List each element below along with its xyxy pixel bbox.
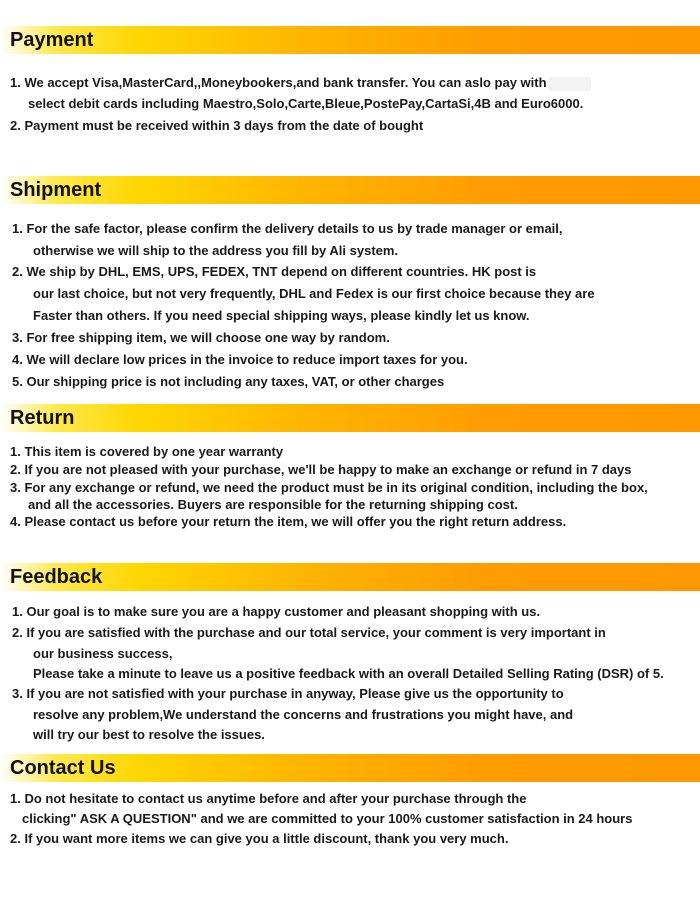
return-title: Return <box>10 407 75 429</box>
feedback-header <box>0 563 700 591</box>
return-line-2: 2. If you are not pleased with your purchase, we'll be happy to make an exchange or refund in 7 days <box>10 462 632 477</box>
return-header <box>0 404 700 432</box>
contact-header <box>0 754 700 782</box>
return-line-3: 3. For any exchange or refund, we need the product must be in its original condition, including the box, <box>10 480 648 495</box>
shipment-line-6: 3. For free shipping item, we will choose one way by random. <box>12 330 390 345</box>
feedback-line-2: 2. If you are satisfied with the purchase and our total service, your comment is very important in <box>12 625 606 640</box>
shipment-title: Shipment <box>10 179 102 201</box>
return-line-5: 4. Please contact us before your return the item, we will offer you the right return address. <box>10 514 567 529</box>
return-line-1: 1. This item is covered by one year warranty <box>10 444 284 459</box>
payment-line-2: select debit cards including Maestro,Solo,Carte,Bleue,PostePay,CartaSi,4B and Euro6000. <box>28 96 584 111</box>
payment-line-1: 1. We accept Visa,MasterCard,,Moneybookers,and bank transfer. You can aslo pay with <box>10 75 591 91</box>
feedback-line-4: Please take a minute to leave us a positive feedback with an overall Detailed Selling Rating (DSR) of 5. <box>33 666 664 681</box>
return-line-4: and all the accessories. Buyers are responsible for the returning shipping cost. <box>28 497 518 512</box>
feedback-line-5: 3. If you are not satisfied with your purchase in anyway, Please give us the opportunity to <box>12 686 564 701</box>
redacted-payment-method <box>549 77 591 91</box>
shipment-line-3: 2. We ship by DHL, EMS, UPS, FEDEX, TNT depend on different countries. HK post is <box>12 264 537 279</box>
payment-header <box>0 26 700 54</box>
shipment-header <box>0 176 700 204</box>
feedback-line-3: our business success, <box>33 646 173 661</box>
shipment-line-2: otherwise we will ship to the address you fill by Ali system. <box>33 243 399 258</box>
shipment-line-7: 4. We will declare low prices in the invoice to reduce import taxes for you. <box>12 352 468 367</box>
contact-line-3: 2. If you want more items we can give you a little discount, thank you very much. <box>10 831 509 846</box>
shipment-line-4: our last choice, but not very frequently, DHL and Fedex is our first choice because they are <box>33 286 595 301</box>
contact-line-2: clicking" ASK A QUESTION" and we are committed to your 100% customer satisfaction in 24 hours <box>22 811 633 826</box>
shipment-line-1: 1. For the safe factor, please confirm the delivery details to us by trade manager or email, <box>12 221 563 236</box>
shipment-line-8: 5. Our shipping price is not including any taxes, VAT, or other charges <box>12 374 445 389</box>
contact-title: Contact Us <box>10 757 116 779</box>
contact-line-1: 1. Do not hesitate to contact us anytime before and after your purchase through the <box>10 791 527 806</box>
payment-line-3: 2. Payment must be received within 3 days from the date of bought <box>10 118 424 133</box>
shipment-line-5: Faster than others. If you need special shipping ways, please kindly let us know. <box>33 308 530 323</box>
feedback-line-1: 1. Our goal is to make sure you are a happy customer and pleasant shopping with us. <box>12 604 541 619</box>
feedback-title: Feedback <box>10 566 103 588</box>
feedback-line-6: resolve any problem,We understand the concerns and frustrations you might have, and <box>33 707 574 722</box>
feedback-line-7: will try our best to resolve the issues. <box>33 727 265 742</box>
payment-title: Payment <box>10 29 94 51</box>
